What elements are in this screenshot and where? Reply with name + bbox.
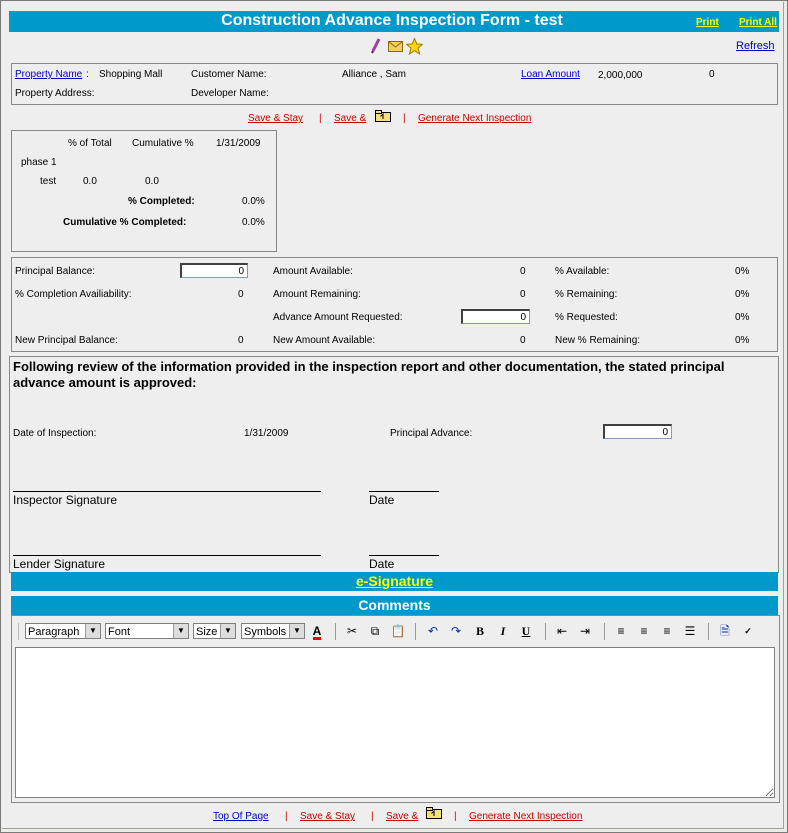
align-right-button[interactable] bbox=[658, 622, 676, 640]
separator: | bbox=[371, 811, 374, 822]
align-center-button[interactable] bbox=[635, 622, 653, 640]
separator: | bbox=[403, 113, 406, 124]
scissors-icon: ✂ bbox=[346, 624, 358, 638]
chevron-down-icon: ▼ bbox=[173, 624, 188, 638]
amount-remaining-value: 0 bbox=[520, 289, 526, 300]
page-title: Construction Advance Inspection Form - test bbox=[221, 12, 563, 29]
pencil-icon[interactable] bbox=[370, 38, 382, 54]
align-left-icon: ≡ bbox=[617, 624, 625, 638]
separator: | bbox=[454, 811, 457, 822]
esignature-bar[interactable]: e-Signature bbox=[11, 572, 778, 591]
new-amount-available-label: New Amount Available: bbox=[273, 335, 376, 346]
cum-completed-label: Cumulative % Completed: bbox=[63, 217, 187, 228]
generate-next-link[interactable]: Generate Next Inspection bbox=[418, 113, 532, 124]
cum-completed-value: 0.0% bbox=[242, 217, 265, 228]
redo-icon: ↷ bbox=[450, 624, 462, 638]
font-label: Font bbox=[108, 626, 131, 638]
completed-value: 0.0% bbox=[242, 196, 265, 207]
inspector-date-label: Date bbox=[369, 493, 395, 507]
inspector-date-line bbox=[369, 491, 439, 492]
toolbar-grip bbox=[18, 623, 19, 640]
italic-button[interactable] bbox=[494, 622, 512, 640]
amount-available-label: Amount Available: bbox=[273, 266, 353, 277]
star-icon[interactable] bbox=[406, 38, 423, 55]
save-and-link[interactable]: Save & bbox=[334, 113, 367, 124]
date-of-inspection-label: Date of Inspection: bbox=[13, 428, 97, 439]
pct-available-value: 0% bbox=[735, 266, 750, 277]
completion-avail-value: 0 bbox=[238, 289, 244, 300]
redo-button[interactable] bbox=[447, 622, 465, 640]
principal-balance-label: Principal Balance: bbox=[15, 266, 96, 277]
completed-label: % Completed: bbox=[128, 196, 195, 207]
refresh-link[interactable]: Refresh bbox=[736, 40, 775, 52]
pct-requested-label: % Requested: bbox=[555, 312, 618, 323]
item-label: test bbox=[40, 176, 57, 187]
generate-next-link-bottom[interactable]: Generate Next Inspection bbox=[469, 811, 583, 822]
size-label: Size bbox=[196, 626, 218, 638]
col-cumulative: Cumulative % bbox=[132, 138, 194, 149]
spellcheck-button[interactable] bbox=[739, 622, 757, 640]
copy-icon: ⧉ bbox=[370, 624, 380, 638]
bullet-list-icon: ☰ bbox=[684, 624, 696, 638]
date-of-inspection-value: 1/31/2009 bbox=[244, 428, 289, 439]
balances-panel bbox=[11, 257, 778, 352]
extra-value: 0 bbox=[709, 69, 715, 80]
folder-up-icon[interactable] bbox=[375, 110, 391, 122]
customer-name-label: Customer Name: bbox=[191, 69, 267, 80]
approval-panel bbox=[9, 356, 779, 573]
word-document-icon: 🗎 bbox=[720, 624, 730, 638]
separator: | bbox=[319, 113, 322, 124]
save-stay-link-bottom[interactable]: Save & Stay bbox=[300, 811, 356, 822]
principal-balance-input[interactable] bbox=[180, 263, 248, 278]
chevron-down-icon: ▼ bbox=[289, 624, 304, 638]
amount-remaining-label: Amount Remaining: bbox=[273, 289, 361, 300]
lender-signature-line bbox=[13, 555, 321, 556]
bold-icon: B bbox=[475, 624, 484, 638]
undo-icon: ↶ bbox=[427, 624, 439, 638]
col-pct-total: % of Total bbox=[68, 138, 112, 149]
comments-title: Comments bbox=[11, 596, 778, 615]
toolbar-separator bbox=[604, 623, 605, 640]
new-pct-remaining-value: 0% bbox=[735, 335, 750, 346]
new-principal-label: New Principal Balance: bbox=[15, 335, 118, 346]
indent-icon: ⇥ bbox=[579, 624, 591, 638]
top-actions bbox=[248, 110, 548, 128]
separator: | bbox=[285, 811, 288, 822]
progress-panel bbox=[11, 130, 277, 252]
property-name-link[interactable]: Property Name bbox=[15, 69, 83, 80]
item-pct: 0.0 bbox=[83, 176, 97, 187]
pct-available-label: % Available: bbox=[555, 266, 610, 277]
editor-toolbar bbox=[15, 621, 775, 642]
print-link[interactable]: Print bbox=[696, 17, 719, 28]
principal-advance-label: Principal Advance: bbox=[390, 428, 473, 439]
new-pct-remaining-label: New % Remaining: bbox=[555, 335, 641, 346]
inspector-signature-line bbox=[13, 491, 321, 492]
property-name-value: Shopping Mall bbox=[99, 69, 163, 80]
bullet-list-button[interactable] bbox=[681, 622, 699, 640]
font-color-button[interactable] bbox=[308, 622, 326, 640]
col-date: 1/31/2009 bbox=[216, 138, 261, 149]
header-icons bbox=[370, 38, 430, 56]
paste-icon: 📋 bbox=[390, 624, 406, 638]
envelope-icon[interactable] bbox=[388, 41, 403, 52]
toolbar-separator bbox=[708, 623, 709, 640]
top-of-page-link[interactable]: Top Of Page bbox=[213, 811, 269, 822]
pct-remaining-label: % Remaining: bbox=[555, 289, 618, 300]
paragraph-label: Paragraph bbox=[28, 626, 80, 638]
font-color-icon: A bbox=[312, 624, 322, 638]
underline-button[interactable] bbox=[517, 622, 535, 640]
size-select[interactable] bbox=[193, 623, 236, 639]
font-select[interactable] bbox=[105, 623, 189, 639]
customer-name-value: Alliance , Sam bbox=[342, 69, 406, 80]
align-right-icon: ≡ bbox=[663, 624, 671, 638]
print-all-link[interactable]: Print All bbox=[739, 17, 777, 28]
principal-advance-input[interactable] bbox=[603, 424, 672, 439]
save-and-link-bottom[interactable]: Save & bbox=[386, 811, 419, 822]
chevron-down-icon: ▼ bbox=[220, 624, 235, 638]
undo-button[interactable] bbox=[424, 622, 442, 640]
cut-button[interactable] bbox=[343, 622, 361, 640]
paste-button[interactable] bbox=[389, 622, 407, 640]
inspector-signature-label: Inspector Signature bbox=[13, 493, 118, 507]
lender-date-label: Date bbox=[369, 557, 395, 571]
lender-date-line bbox=[369, 555, 439, 556]
toolbar-separator bbox=[545, 623, 546, 640]
property-info-panel bbox=[11, 63, 778, 105]
bottom-actions bbox=[213, 807, 613, 825]
new-amount-available-value: 0 bbox=[520, 335, 526, 346]
developer-name-label: Developer Name: bbox=[191, 88, 269, 99]
pct-requested-value: 0% bbox=[735, 312, 750, 323]
new-principal-value: 0 bbox=[238, 335, 244, 346]
outdent-button[interactable] bbox=[553, 622, 571, 640]
completion-avail-label: % Completion Availiability: bbox=[15, 289, 132, 300]
item-cum: 0.0 bbox=[145, 176, 159, 187]
advance-requested-label: Advance Amount Requested: bbox=[273, 312, 403, 323]
lender-signature-label: Lender Signature bbox=[13, 557, 106, 571]
bold-button[interactable] bbox=[471, 622, 489, 640]
title-bar bbox=[9, 11, 779, 32]
toolbar-separator bbox=[335, 623, 336, 640]
comments-editor[interactable] bbox=[15, 647, 775, 798]
align-center-icon: ≡ bbox=[640, 624, 648, 638]
advance-requested-input[interactable] bbox=[461, 309, 530, 324]
align-left-button[interactable] bbox=[612, 622, 630, 640]
approval-statement: Following review of the information provided in the inspection report and other documentation, the stated principal advance amount is approved: bbox=[13, 359, 725, 390]
spellcheck-icon: ✓ bbox=[744, 626, 752, 636]
symbols-select[interactable] bbox=[241, 623, 305, 639]
loan-amount-value: 2,000,000 bbox=[598, 70, 643, 81]
amount-available-value: 0 bbox=[520, 266, 526, 277]
pct-remaining-value: 0% bbox=[735, 289, 750, 300]
loan-amount-link[interactable]: Loan Amount bbox=[521, 69, 580, 80]
underline-icon: U bbox=[521, 624, 531, 638]
toolbar-separator bbox=[415, 623, 416, 640]
symbols-label: Symbols bbox=[244, 626, 287, 638]
chevron-down-icon: ▼ bbox=[85, 624, 100, 638]
italic-icon: I bbox=[500, 624, 506, 638]
colon: : bbox=[86, 69, 89, 80]
property-address-label: Property Address: bbox=[15, 88, 95, 99]
paragraph-select[interactable] bbox=[25, 623, 101, 639]
word-paste-button[interactable] bbox=[716, 622, 734, 640]
phase-label: phase 1 bbox=[21, 157, 57, 168]
indent-button[interactable] bbox=[576, 622, 594, 640]
folder-up-icon[interactable] bbox=[426, 807, 442, 819]
outdent-icon: ⇤ bbox=[556, 624, 568, 638]
save-stay-link[interactable]: Save & Stay bbox=[248, 113, 304, 124]
copy-button[interactable] bbox=[366, 622, 384, 640]
